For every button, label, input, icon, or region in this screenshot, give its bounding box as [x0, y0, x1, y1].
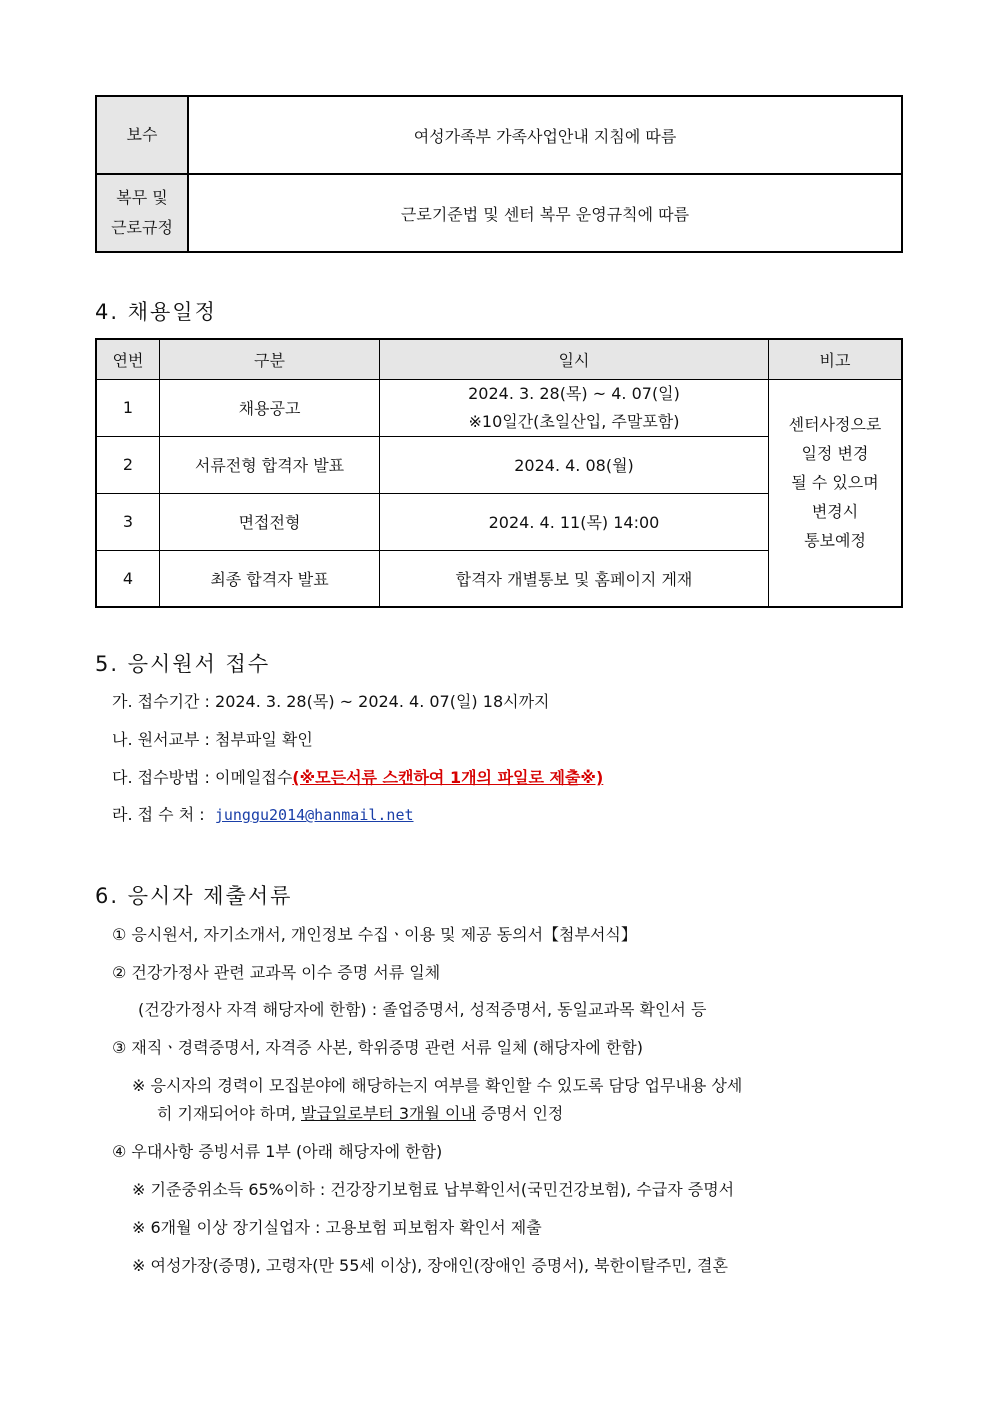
method-text: 다. 접수방법 : 이메일접수 — [112, 768, 293, 787]
doc-item-4-note-2: ※ 6개월 이상 장기실업자 : 고용보험 피보험자 확인서 제출 — [132, 1218, 542, 1237]
row-type: 채용공고 — [160, 379, 380, 436]
address-label: 라. 접 수 처 : — [112, 805, 205, 824]
doc-item-4: ④ 우대사항 증빙서류 1부 (아래 해당자에 한함) — [112, 1142, 443, 1161]
header-type: 구분 — [160, 339, 380, 379]
work-rules-value: 근로기준법 및 센터 복무 운영규칙에 따름 — [188, 174, 902, 252]
doc-item-2: ② 건강가정사 관련 교과목 이수 증명 서류 일체 — [112, 963, 441, 982]
row-date-line1: 2024. 3. 28(목) ~ 4. 07(일) — [468, 383, 680, 403]
application-method — [112, 765, 603, 788]
note-line: 센터사정으로 — [788, 415, 882, 435]
section4-heading: 4. 채용일정 — [95, 300, 217, 324]
method-highlight: (※모든서류 스캔하여 1개의 파일로 제출※) — [292, 768, 604, 787]
row-type: 서류전형 합격자 발표 — [160, 436, 380, 493]
work-rules-label — [96, 174, 188, 252]
table-row — [96, 379, 902, 436]
doc-item-3: ③ 재직ㆍ경력증명서, 자격증 사본, 학위증명 관련 서류 일체 (해당자에 한함) — [112, 1038, 643, 1057]
note-line: 될 수 있으며 — [791, 473, 879, 493]
compensation-label: 보수 — [96, 96, 188, 174]
doc-item-4-note-3: ※ 여성가장(증명), 고령자(만 55세 이상), 장애인(장애인 증명서), 북한이탈주민, 결혼 — [132, 1256, 728, 1275]
work-rules-label-line2: 근로규정 — [111, 218, 173, 237]
application-address — [112, 802, 414, 825]
doc-item-2-sub: (건강가정사 자격 해당자에 한함) : 졸업증명서, 성적증명서, 동일교과목 확인서 등 — [138, 1000, 707, 1019]
row-no: 4 — [96, 550, 160, 607]
application-form: 나. 원서교부 : 첨부파일 확인 — [112, 730, 313, 749]
compensation-table — [95, 95, 903, 253]
note-text: 히 기재되어야 하며, — [157, 1104, 296, 1123]
note-underline: 발급일로부터 3개월 이내 — [301, 1104, 476, 1123]
schedule-note — [769, 379, 903, 607]
header-no: 연번 — [96, 339, 160, 379]
row-no: 3 — [96, 493, 160, 550]
doc-item-3-note-cont — [157, 1101, 563, 1124]
row-date: 합격자 개별통보 및 홈페이지 게재 — [380, 550, 769, 607]
email-link[interactable]: junggu2014@hanmail.net — [214, 806, 414, 824]
compensation-value: 여성가족부 가족사업안내 지침에 따름 — [188, 96, 902, 174]
note-text: 증명서 인정 — [481, 1104, 564, 1123]
doc-item-3-note: ※ 응시자의 경력이 모집분야에 해당하는지 여부를 확인할 수 있도록 담당 업무내용 상세 — [132, 1076, 743, 1095]
work-rules-label-line1: 복무 및 — [116, 188, 168, 207]
schedule-table — [95, 338, 903, 608]
header-date: 일시 — [380, 339, 769, 379]
note-line: 일정 변경 — [801, 444, 869, 464]
note-line: 통보예정 — [804, 531, 866, 551]
note-line: 변경시 — [811, 502, 859, 522]
header-note: 비고 — [769, 339, 903, 379]
row-date: 2024. 4. 08(월) — [380, 436, 769, 493]
section5-heading: 5. 응시원서 접수 — [95, 652, 271, 676]
row-date: 2024. 4. 11(목) 14:00 — [380, 493, 769, 550]
doc-item-1: ① 응시원서, 자기소개서, 개인정보 수집ㆍ이용 및 제공 동의서【첨부서식】 — [112, 925, 637, 944]
row-type: 면접전형 — [160, 493, 380, 550]
row-type: 최종 합격자 발표 — [160, 550, 380, 607]
doc-item-4-note-1: ※ 기준중위소득 65%이하 : 건강장기보험료 납부확인서(국민건강보험), 수급자 증명서 — [132, 1180, 735, 1199]
row-no: 2 — [96, 436, 160, 493]
row-date-line2: ※10일간(초일산입, 주말포함) — [468, 411, 680, 431]
row-no: 1 — [96, 379, 160, 436]
application-period: 가. 접수기간 : 2024. 3. 28(목) ~ 2024. 4. 07(일) 18시까지 — [112, 692, 550, 711]
section6-heading: 6. 응시자 제출서류 — [95, 884, 293, 908]
row-date — [380, 379, 769, 436]
